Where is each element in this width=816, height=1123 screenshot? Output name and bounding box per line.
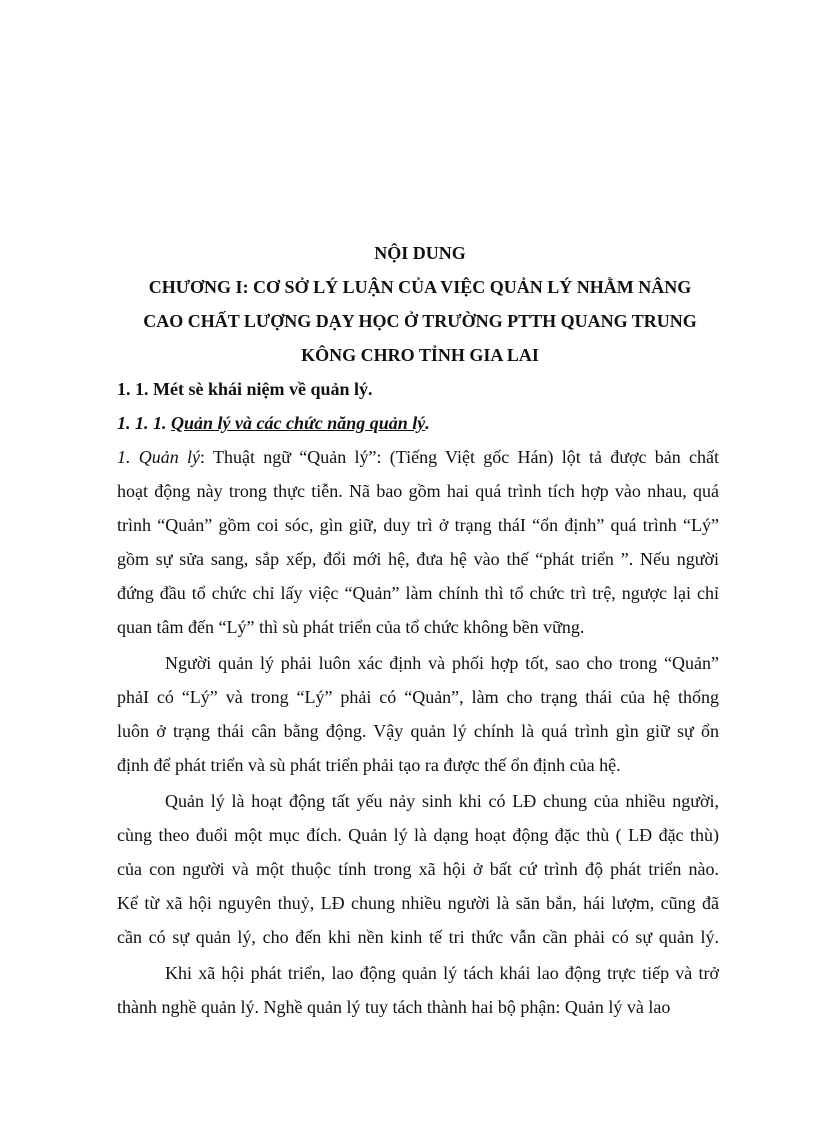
para1-line-1-text: : Thuật ngữ “Quản lý”: (Tiếng Việt gốc Hán) lột tả được bản chất: [200, 447, 719, 467]
para1-line-5: đứng đầu tổ chức chỉ lấy việc “Quản” làm chính thì tổ chức trì trệ, ngược lại chỉ: [117, 583, 719, 603]
para4-line-2: thành nghề quản lý. Nghề quản lý tuy tách thành hai bộ phận: Quản lý và lao: [117, 997, 671, 1017]
chapter-title-line-2: CAO CHẤT LƯỢNG DẠY HỌC Ở TRƯỜNG PTTH QUANG TRUNG: [143, 311, 697, 331]
subsection-period: .: [425, 413, 430, 433]
para2-line-3: luôn ở trạng thái cân bằng động. Vậy quản lý chính là quá trình gìn giữ sự ổn: [117, 721, 719, 741]
para3-line-1: Quản lý là hoạt động tất yếu nảy sinh khi có LĐ chung của nhiều người,: [165, 791, 719, 811]
para1-lead-term: 1. Quản lý: [117, 447, 201, 467]
main-heading: NỘI DUNG: [374, 243, 466, 263]
chapter-title-line-1: CHƯƠNG I: CƠ SỞ LÝ LUẬN CỦA VIỆC QUẢN LÝ NHẰM NÂNG: [148, 277, 692, 297]
section-heading-1-1: 1. 1. Mét sè khái niệm về quản lý.: [117, 379, 373, 399]
para3-line-2: cùng theo đuổi một mục đích. Quản lý là dạng hoạt động đặc thù ( LĐ đặc thù): [117, 825, 719, 845]
para3-line-3: của con người và một thuộc tính trong xã hội ở bất cứ trình độ phát triển nào.: [117, 859, 719, 879]
para1-line-4: gồm sự sửa sang, sắp xếp, đổi mới hệ, đưa hệ vào thế “phát triển ”. Nếu người: [117, 549, 719, 569]
para4-line-1: Khi xã hội phát triển, lao động quản lý tách khái lao động trực tiếp và trở: [165, 963, 719, 983]
para2-line-4: định để phát triển và sù phát triển phải tạo ra được thế ổn định của hệ.: [117, 755, 621, 775]
chapter-title-line-3: KÔNG CHRO TỈNH GIA LAI: [301, 345, 539, 365]
para1-line-1: [117, 440, 719, 474]
para3-line-4: Kể từ xã hội nguyên thuỷ, LĐ chung nhiều người là săn bắn, hái lượm, cũng đã: [117, 893, 719, 913]
subsection-title: Quản lý và các chức năng quản lý: [171, 413, 426, 433]
para2-line-1: Người quản lý phải luôn xác định và phối hợp tốt, sao cho trong “Quản”: [165, 653, 719, 673]
para3-line-5: cần có sự quản lý, cho đến khi nền kinh tế tri thức vẫn cần phải có sự quản lý.: [117, 927, 719, 947]
para1-line-2: hoạt động này trong thực tiễn. Nã bao gồm hai quá trình tích hợp vào nhau, quá: [117, 481, 719, 501]
subsection-number: 1. 1. 1.: [117, 413, 171, 433]
para1-line-6: quan tâm đến “Lý” thì sù phát triển của tổ chức không bền vững.: [117, 617, 585, 637]
para1-line-3: trình “Quản” gồm coi sóc, gìn giữ, duy trì ở trạng tháI “ổn định” quá trình “Lý”: [117, 515, 719, 535]
para2-line-2: phảI có “Lý” và trong “Lý” phải có “Quản”, làm cho trạng thái của hệ thống: [117, 687, 719, 707]
subsection-heading-1-1-1: [117, 406, 430, 440]
